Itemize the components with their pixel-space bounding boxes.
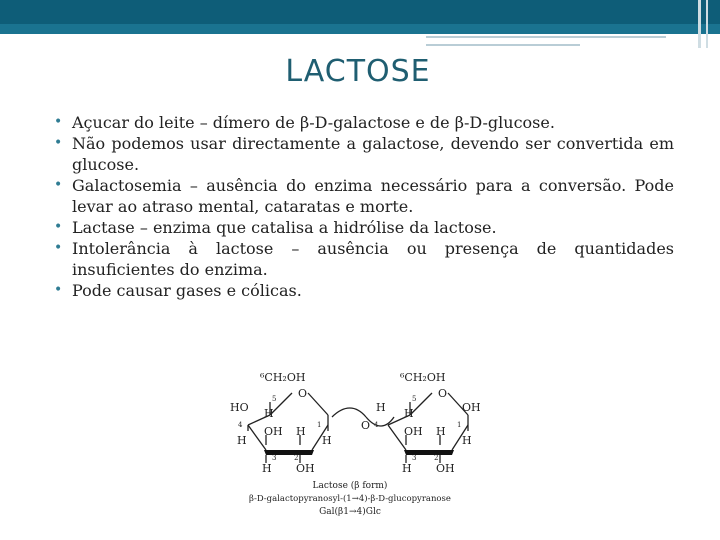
- glucose-c3-number: 3: [412, 454, 417, 462]
- decorative-line: [426, 36, 666, 38]
- galactose-c4-number: 4: [238, 421, 243, 429]
- galactose-c5-number: 5: [272, 395, 277, 403]
- glucose-c1-hydroxyl: OH: [462, 401, 481, 414]
- galactose-c5-hydrogen: H: [264, 407, 274, 420]
- galactose-c6-label: ⁶CH₂OH: [260, 371, 306, 384]
- header-bar: [0, 0, 720, 24]
- glycosidic-bond: [332, 408, 366, 417]
- glucose-c2-number: 2: [434, 454, 439, 462]
- glucose-c4-number: 4: [374, 421, 379, 429]
- glucose-c1-hydrogen: H: [462, 434, 472, 447]
- bullet-item: • Pode causar gases e cólicas.: [54, 280, 674, 301]
- short-name: Gal(β1→4)Glc: [319, 507, 381, 517]
- galactose-c1-hydrogen: H: [322, 434, 332, 447]
- systematic-name: β-D-galactopyranosyl-(1→4)-β-D-glucopyranose: [249, 494, 451, 504]
- lactose-structure-diagram: [220, 365, 490, 525]
- galactose-c3-hydroxyl: OH: [264, 425, 283, 438]
- galactose-ring-oxygen: O: [298, 387, 308, 400]
- glucose-c3-hydroxyl: OH: [404, 425, 423, 438]
- bullet-list: [54, 112, 674, 301]
- galactose-c3-bottom-hydrogen: H: [262, 462, 272, 475]
- galactose-c2-number: 2: [294, 454, 299, 462]
- glucose-ring-oxygen: O: [438, 387, 448, 400]
- glucose-c5-hydrogen: H: [404, 407, 414, 420]
- galactose-c1-number: 1: [317, 421, 322, 429]
- glucose-c5-number: 5: [412, 395, 417, 403]
- glucose-c1-number: 1: [457, 421, 462, 429]
- galactose-c3-hydrogen: H: [296, 425, 306, 438]
- glucose-c6-label: ⁶CH₂OH: [400, 371, 446, 384]
- galactose-c4-hydrogen: H: [237, 434, 247, 447]
- decorative-line: [426, 44, 580, 46]
- decorative-stripe: [706, 0, 708, 48]
- header-band: [0, 24, 720, 34]
- bullet-item: • Açucar do leite – dímero de β-D-galactose e de β-D-glucose.: [54, 112, 674, 133]
- glucose-c4-top-hydrogen: H: [376, 401, 386, 414]
- bullet-item: • Intolerância à lactose – ausência ou presença de quantidades insuficientes do enzima.: [54, 238, 674, 280]
- bullet-item: • Não podemos usar directamente a galactose, devendo ser convertida em glucose.: [54, 133, 674, 175]
- glucose-c2-hydroxyl: OH: [436, 462, 455, 475]
- slide-title: LACTOSE: [285, 54, 431, 89]
- galactose-c4-hydroxyl: HO: [230, 401, 249, 414]
- bullet-item: • Galactosemia – ausência do enzima necessário para a conversão. Pode levar ao atraso mental, cataratas e morte.: [54, 175, 674, 217]
- decorative-stripe: [698, 0, 701, 48]
- glycosidic-oxygen: O: [361, 419, 371, 432]
- glucose-c3-hydrogen: H: [436, 425, 446, 438]
- bullet-item: • Lactase – enzima que catalisa a hidrólise da lactose.: [54, 217, 674, 238]
- diagram-caption: Lactose (β form): [312, 481, 388, 491]
- galactose-c3-number: 3: [272, 454, 277, 462]
- glucose-c3-bottom-hydrogen: H: [402, 462, 412, 475]
- galactose-c2-hydroxyl: OH: [296, 462, 315, 475]
